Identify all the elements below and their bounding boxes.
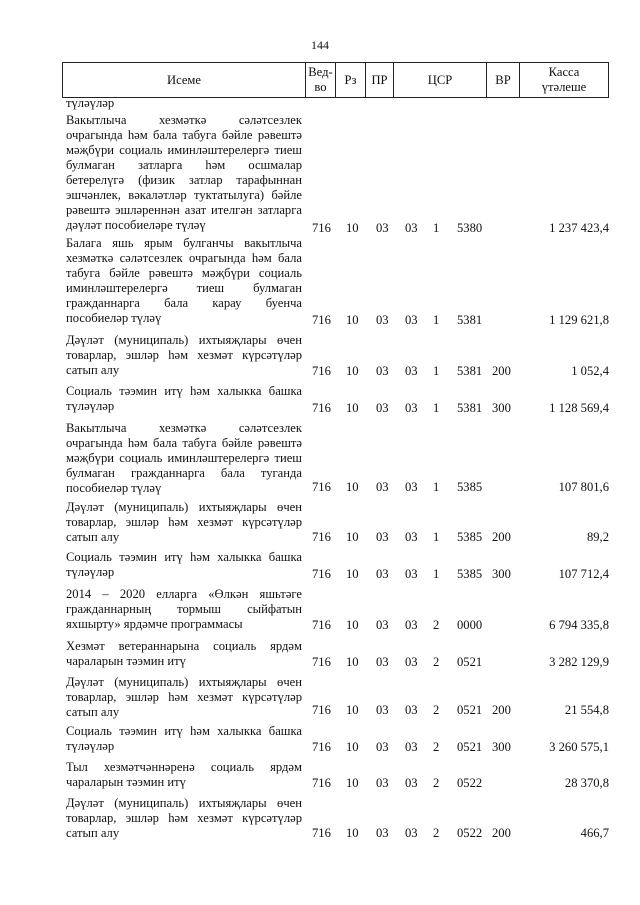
table-header <box>62 62 609 98</box>
row-rz: 10 <box>346 567 359 581</box>
row-csr2: 1 <box>433 364 440 378</box>
page-number: 144 <box>311 38 329 52</box>
row-vr: 200 <box>492 826 511 840</box>
row-sum: 1 128 569,4 <box>549 401 609 415</box>
row-name: Балага яшь ярым булганчы вакытлыча хезмәткә сәләтсезлек очрагында һәм бала табуга бәйле рәвештә мәҗбүри социаль иминләштерелергә тиеш булмаган гражданнарга бала карау буенча пособиеләр түләү <box>66 236 302 325</box>
row-csr2: 2 <box>433 826 440 840</box>
row-csr2: 1 <box>433 313 440 327</box>
row-csr1: 03 <box>405 567 418 581</box>
row-pr: 03 <box>376 776 389 790</box>
row-csr1: 03 <box>405 826 418 840</box>
row-ved: 716 <box>312 776 331 790</box>
row-csr3: 5381 <box>457 401 483 415</box>
row-name: Хезмәт ветераннарына социаль ярдәм чараларын тәэмин итү <box>66 639 302 668</box>
row-ved: 716 <box>312 221 331 235</box>
header-ved: Вед- во <box>306 63 336 97</box>
row-ved: 716 <box>312 618 331 632</box>
row-name: Социаль тәэмин итү һәм халыкка башка түләүләр <box>66 550 302 579</box>
header-name: Исеме <box>63 63 306 97</box>
row-pr: 03 <box>376 655 389 669</box>
row-pr: 03 <box>376 567 389 581</box>
row-ved: 716 <box>312 364 331 378</box>
row-csr1: 03 <box>405 740 418 754</box>
row-csr2: 1 <box>433 480 440 494</box>
row-ved: 716 <box>312 655 331 669</box>
row-pr: 03 <box>376 826 389 840</box>
row-vr: 200 <box>492 703 511 717</box>
row-ved: 716 <box>312 703 331 717</box>
header-csr: ЦСР <box>394 63 487 97</box>
row-name: Социаль тәэмин итү һәм халыкка башка түләүләр <box>66 384 302 413</box>
row-pr: 03 <box>376 221 389 235</box>
row-csr1: 03 <box>405 401 418 415</box>
row-vr: 200 <box>492 530 511 544</box>
row-vr: 300 <box>492 401 511 415</box>
row-csr3: 0522 <box>457 826 483 840</box>
header-vr: ВР <box>487 63 520 97</box>
row-ved: 716 <box>312 740 331 754</box>
row-rz: 10 <box>346 655 359 669</box>
row-csr2: 1 <box>433 221 440 235</box>
row-csr3: 5381 <box>457 313 483 327</box>
header-rz: Рз <box>336 63 366 97</box>
row-sum: 6 794 335,8 <box>549 618 609 632</box>
row-name: Дәүләт (муниципаль) ихтыяҗлары өчен товарлар, эшләр һәм хезмәт күрсәтүләр сатып алу <box>66 333 302 377</box>
row-name: Дәүләт (муниципаль) ихтыяҗлары өчен товарлар, эшләр һәм хезмәт күрсәтүләр сатып алу <box>66 796 302 840</box>
row-ved: 716 <box>312 567 331 581</box>
header-sum: Касса үтәлеше <box>541 65 587 94</box>
row-csr1: 03 <box>405 364 418 378</box>
row-sum: 28 370,8 <box>564 776 609 790</box>
row-csr3: 0522 <box>457 776 483 790</box>
row-name: Дәүләт (муниципаль) ихтыяҗлары өчен товарлар, эшләр һәм хезмәт күрсәтүләр сатып алу <box>66 675 302 719</box>
row-csr2: 2 <box>433 776 440 790</box>
row-csr3: 5380 <box>457 221 483 235</box>
row-name: Тыл хезмәтчәннәренә социаль ярдәм чараларын тәэмин итү <box>66 760 302 789</box>
row-sum: 1 052,4 <box>571 364 609 378</box>
row-csr3: 0521 <box>457 703 483 717</box>
row-name: Вакытлыча хезмәткә сәләтсезлек очрагында һәм бала табуга бәйле рәвештә мәҗбүри социаль иминләштерелергә тиеш булмаган гражданнарга бала туганда пособиеләр түләү <box>66 421 302 495</box>
row-csr3: 5385 <box>457 480 483 494</box>
row-ved: 716 <box>312 480 331 494</box>
row-rz: 10 <box>346 313 359 327</box>
row-csr3: 0000 <box>457 618 483 632</box>
row-csr3: 5381 <box>457 364 483 378</box>
row-sum: 1 237 423,4 <box>549 221 609 235</box>
row-sum: 107 712,4 <box>558 567 609 581</box>
row-vr: 300 <box>492 740 511 754</box>
leading-fragment: түләүләр <box>66 96 115 110</box>
row-pr: 03 <box>376 703 389 717</box>
row-sum: 466,7 <box>580 826 609 840</box>
row-rz: 10 <box>346 618 359 632</box>
row-sum: 21 554,8 <box>564 703 609 717</box>
row-sum: 89,2 <box>586 530 609 544</box>
row-csr3: 5385 <box>457 567 483 581</box>
row-rz: 10 <box>346 530 359 544</box>
row-sum: 3 260 575,1 <box>549 740 609 754</box>
row-rz: 10 <box>346 703 359 717</box>
row-pr: 03 <box>376 401 389 415</box>
row-sum: 3 282 129,9 <box>549 655 609 669</box>
row-vr: 200 <box>492 364 511 378</box>
row-pr: 03 <box>376 740 389 754</box>
row-csr2: 1 <box>433 567 440 581</box>
row-csr1: 03 <box>405 530 418 544</box>
row-csr2: 1 <box>433 401 440 415</box>
row-csr2: 2 <box>433 618 440 632</box>
row-csr2: 2 <box>433 655 440 669</box>
row-csr2: 2 <box>433 740 440 754</box>
row-csr1: 03 <box>405 313 418 327</box>
row-ved: 716 <box>312 313 331 327</box>
row-ved: 716 <box>312 401 331 415</box>
row-sum: 107 801,6 <box>558 480 609 494</box>
row-ved: 716 <box>312 530 331 544</box>
row-csr1: 03 <box>405 618 418 632</box>
row-csr2: 2 <box>433 703 440 717</box>
row-csr3: 0521 <box>457 655 483 669</box>
row-rz: 10 <box>346 364 359 378</box>
row-name: Социаль тәэмин итү һәм халыкка башка түләүләр <box>66 724 302 753</box>
row-rz: 10 <box>346 740 359 754</box>
row-rz: 10 <box>346 826 359 840</box>
row-csr1: 03 <box>405 221 418 235</box>
row-csr3: 0521 <box>457 740 483 754</box>
row-pr: 03 <box>376 364 389 378</box>
row-pr: 03 <box>376 313 389 327</box>
row-csr3: 5385 <box>457 530 483 544</box>
row-rz: 10 <box>346 480 359 494</box>
row-vr: 300 <box>492 567 511 581</box>
row-csr2: 1 <box>433 530 440 544</box>
row-rz: 10 <box>346 221 359 235</box>
row-name: Дәүләт (муниципаль) ихтыяҗлары өчен товарлар, эшләр һәм хезмәт күрсәтүләр сатып алу <box>66 500 302 544</box>
row-ved: 716 <box>312 826 331 840</box>
row-csr1: 03 <box>405 655 418 669</box>
row-csr1: 03 <box>405 480 418 494</box>
row-name: Вакытлыча хезмәткә сәләтсезлек очрагында һәм бала табуга бәйле рәвештә мәҗбүри социаль иминләштерелергә тиеш булмаган затларга һәм осшмалар бетерелүгә (физик затлар тарафыннан эшчәнлек, вәкаләтләр туктатылуга) бәйле рәвештә эшләреннән азат ителгән затларга дәүләт пособиеләре түләү <box>66 113 302 232</box>
header-pr: ПР <box>366 63 394 97</box>
row-csr1: 03 <box>405 776 418 790</box>
row-pr: 03 <box>376 618 389 632</box>
row-name: 2014 – 2020 елларга «Өлкән яшьтәге гражданнарның тормыш сыйфатын яхшырту» ярдәмче программасы <box>66 587 302 631</box>
row-rz: 10 <box>346 776 359 790</box>
row-csr1: 03 <box>405 703 418 717</box>
row-pr: 03 <box>376 480 389 494</box>
row-rz: 10 <box>346 401 359 415</box>
row-pr: 03 <box>376 530 389 544</box>
row-sum: 1 129 621,8 <box>549 313 609 327</box>
